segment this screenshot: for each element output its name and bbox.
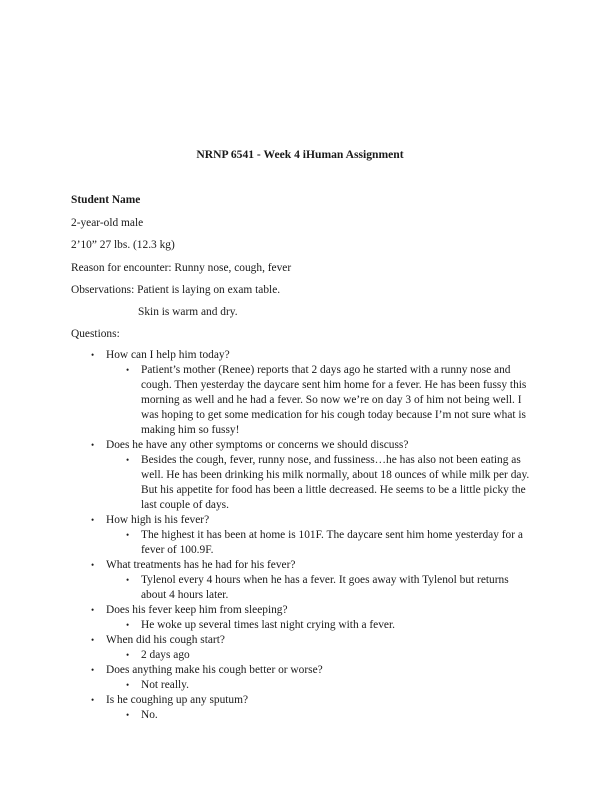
question-text: What treatments has he had for his fever? (106, 559, 296, 571)
question-item (71, 348, 541, 438)
answer-list (106, 573, 541, 603)
answer-list (106, 528, 541, 558)
question-text: Does anything make his cough better or worse? (106, 664, 323, 676)
bullet-icon: • (126, 530, 130, 540)
question-item (71, 513, 541, 558)
answer-text: 2 days ago (141, 649, 190, 661)
question-text: How can I help him today? (106, 349, 230, 361)
bullet-icon: • (91, 695, 95, 705)
answer-item (106, 528, 541, 558)
student-name-label: Student Name (71, 194, 141, 206)
observation-skin: Skin is warm and dry. (138, 306, 238, 318)
answer-text: Tylenol every 4 hours when he has a fever. It goes away with Tylenol but returns about 4 hours later. (141, 574, 509, 601)
question-item (71, 693, 541, 723)
answer-list (106, 453, 541, 513)
question-list (71, 348, 541, 723)
question-text: How high is his fever? (106, 514, 210, 526)
question-text: Does he have any other symptoms or concerns we should discuss? (106, 439, 409, 451)
answer-list (106, 618, 541, 633)
answer-list (106, 648, 541, 663)
patient-age-sex: 2-year-old male (71, 217, 144, 229)
answer-item (106, 708, 541, 723)
bullet-icon: • (126, 680, 130, 690)
question-item (71, 663, 541, 693)
answer-text: No. (141, 709, 158, 721)
reason-for-encounter: Reason for encounter: Runny nose, cough, fever (71, 262, 292, 274)
question-text: Does his fever keep him from sleeping? (106, 604, 288, 616)
bullet-icon: • (91, 440, 95, 450)
observations-line: Observations: Patient is laying on exam table. (71, 284, 281, 296)
answer-text: Not really. (141, 679, 189, 691)
answer-list (106, 708, 541, 723)
questions-label: Questions: (71, 328, 120, 340)
bullet-icon: • (126, 455, 130, 465)
questions-section (71, 348, 541, 723)
question-item (71, 558, 541, 603)
question-text: When did his cough start? (106, 634, 225, 646)
answer-item (106, 678, 541, 693)
answer-item (106, 453, 541, 513)
bullet-icon: • (91, 635, 95, 645)
answer-list (106, 363, 541, 438)
answer-item (106, 573, 541, 603)
bullet-icon: • (126, 575, 130, 585)
bullet-icon: • (126, 710, 130, 720)
answer-item (106, 648, 541, 663)
bullet-icon: • (91, 350, 95, 360)
bullet-icon: • (126, 365, 130, 375)
question-item (71, 633, 541, 663)
question-item (71, 603, 541, 633)
answer-text: The highest it has been at home is 101F. The daycare sent him home yesterday for a fever of 100.9F. (141, 529, 523, 556)
bullet-icon: • (126, 650, 130, 660)
bullet-icon: • (126, 620, 130, 630)
answer-text: He woke up several times last night crying with a fever. (141, 619, 396, 631)
bullet-icon: • (91, 515, 95, 525)
bullet-icon: • (91, 605, 95, 615)
answer-item (106, 363, 541, 438)
answer-item (106, 618, 541, 633)
patient-measurements: 2’10” 27 lbs. (12.3 kg) (71, 239, 175, 251)
question-text: Is he coughing up any sputum? (106, 694, 249, 706)
document-title: NRNP 6541 - Week 4 iHuman Assignment (196, 148, 404, 161)
bullet-icon: • (91, 665, 95, 675)
answer-list (106, 678, 541, 693)
answer-text: Patient’s mother (Renee) reports that 2 days ago he started with a runny nose and cough. Then yesterday the daycare sent him home for a fever. He has been fussy this morning as well and he had a fever. So now we’re on day 3 of him not being well. I was hoping to get some medication for his cough today because I’m not sure what is making him so fussy! (141, 364, 527, 436)
answer-text: Besides the cough, fever, runny nose, and fussiness…he has also not been eating as well. He has been drinking his milk normally, about 18 ounces of while milk per day. But his appetite for food has been a little decreased. He seems to be a little picky the last couple of days. (141, 454, 530, 511)
bullet-icon: • (91, 560, 95, 570)
question-item (71, 438, 541, 513)
